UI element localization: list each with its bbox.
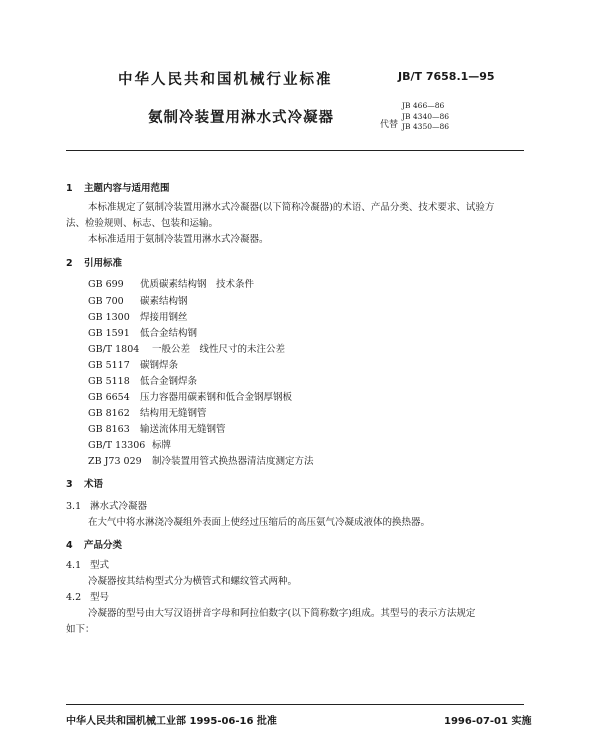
reference-name: 低合金钢焊条 <box>140 376 198 387</box>
subsection-3-1-text: 在大气中将水淋浇冷凝组外表面上使经过压缩后的高压氨气冷凝成液体的换热器。 <box>88 517 431 528</box>
subsection-number: 3.1 <box>66 501 82 512</box>
reference-name: 制冷装置用管式换热器清洁度测定方法 <box>152 456 314 467</box>
section-1-heading <box>66 180 170 194</box>
reference-item <box>88 309 188 323</box>
section-title: 主题内容与适用范围 <box>84 183 170 194</box>
reference-name: 压力容器用碳素钢和低合金钢厚钢板 <box>140 392 293 403</box>
reference-code: GB 5118 <box>88 376 130 387</box>
reference-name: 标牌 <box>152 440 172 451</box>
reference-name: 优质碳素结构钢 技术条件 <box>140 279 255 290</box>
reference-name: 碳素结构钢 <box>140 296 188 307</box>
reference-code: GB 699 <box>88 279 124 290</box>
reference-code: GB/T 13306 <box>88 440 146 451</box>
reference-item <box>88 405 207 419</box>
subsection-number: 4.2 <box>66 592 82 603</box>
replaced-standard: JB 466—86 <box>402 101 445 110</box>
reference-code: GB/T 1804 <box>88 344 140 355</box>
subsection-3-1-heading <box>66 498 147 512</box>
section-title: 术语 <box>84 479 104 490</box>
subsection-4-2-text-line-1: 冷凝器的型号由大写汉语拼音字母和阿拉伯数字(以下简称数字)组成。其型号的表示方法规定 <box>88 608 476 619</box>
reference-code: GB 8162 <box>88 408 130 419</box>
subsection-4-1-text: 冷凝器按其结构型式分为横管式和螺纹管式两种。 <box>88 576 298 587</box>
reference-item <box>88 389 292 403</box>
subsection-4-1-heading <box>66 557 109 571</box>
section-1-paragraph-2: 本标准适用于氨制冷装置用淋水式冷凝器。 <box>88 234 269 245</box>
section-title: 产品分类 <box>84 540 123 551</box>
section-number: 4 <box>66 540 73 551</box>
standard-code: JB/T 7658.1—95 <box>398 70 495 83</box>
subsection-number: 4.1 <box>66 560 82 571</box>
reference-name: 结构用无缝钢管 <box>140 408 207 419</box>
reference-item <box>88 276 254 290</box>
reference-name: 一般公差 线性尺寸的未注公差 <box>152 344 286 355</box>
reference-code: ZB J73 029 <box>88 456 142 467</box>
section-1-paragraph-1-line-1: 本标准规定了氨制冷装置用淋水式冷凝器(以下简称冷凝器)的术语、产品分类、技术要求、试验方 <box>88 202 495 213</box>
section-number: 2 <box>66 258 73 269</box>
replaces-label: 代替 <box>380 120 399 130</box>
section-number: 1 <box>66 183 73 194</box>
subsection-title: 型式 <box>90 560 110 571</box>
standard-org-title: 中华人民共和国机械行业标准 <box>118 72 333 88</box>
reference-item <box>88 453 314 467</box>
reference-code: GB 6654 <box>88 392 130 403</box>
subsection-4-2-text-line-2: 如下： <box>66 624 95 635</box>
reference-item <box>88 373 197 387</box>
reference-item <box>88 421 226 435</box>
header-divider <box>66 150 524 151</box>
section-1-paragraph-1-line-2: 法、检验规则、标志、包装和运输。 <box>66 218 219 229</box>
section-2-heading <box>66 255 122 269</box>
reference-name: 碳钢焊条 <box>140 360 179 371</box>
section-4-heading <box>66 537 122 551</box>
subsection-title: 型号 <box>90 592 110 603</box>
section-title: 引用标准 <box>84 258 123 269</box>
replaced-standard: JB 4350—86 <box>402 122 450 131</box>
reference-item <box>88 325 197 339</box>
reference-code: GB 5117 <box>88 360 130 371</box>
reference-item <box>88 437 171 451</box>
reference-code: GB 1300 <box>88 312 130 323</box>
reference-item <box>88 341 285 355</box>
subsection-title: 淋水式冷凝器 <box>90 501 148 512</box>
section-3-heading <box>66 476 103 490</box>
reference-code: GB 700 <box>88 296 124 307</box>
section-number: 3 <box>66 479 73 490</box>
footer-divider <box>66 704 524 705</box>
approval-statement: 中华人民共和国机械工业部 1995-06-16 批准 <box>66 716 277 727</box>
effective-date: 1996-07-01 实施 <box>444 716 532 727</box>
reference-name: 低合金结构钢 <box>140 328 198 339</box>
reference-name: 输送流体用无缝钢管 <box>140 424 226 435</box>
reference-name: 焊接用钢丝 <box>140 312 188 323</box>
reference-item <box>88 357 178 371</box>
subsection-4-2-heading <box>66 589 109 603</box>
reference-code: GB 8163 <box>88 424 130 435</box>
document-title: 氨制冷装置用淋水式冷凝器 <box>148 110 334 126</box>
replaces-list <box>402 101 449 133</box>
replaced-standard: JB 4340—86 <box>402 111 450 121</box>
reference-code: GB 1591 <box>88 328 130 339</box>
reference-item <box>88 293 188 307</box>
